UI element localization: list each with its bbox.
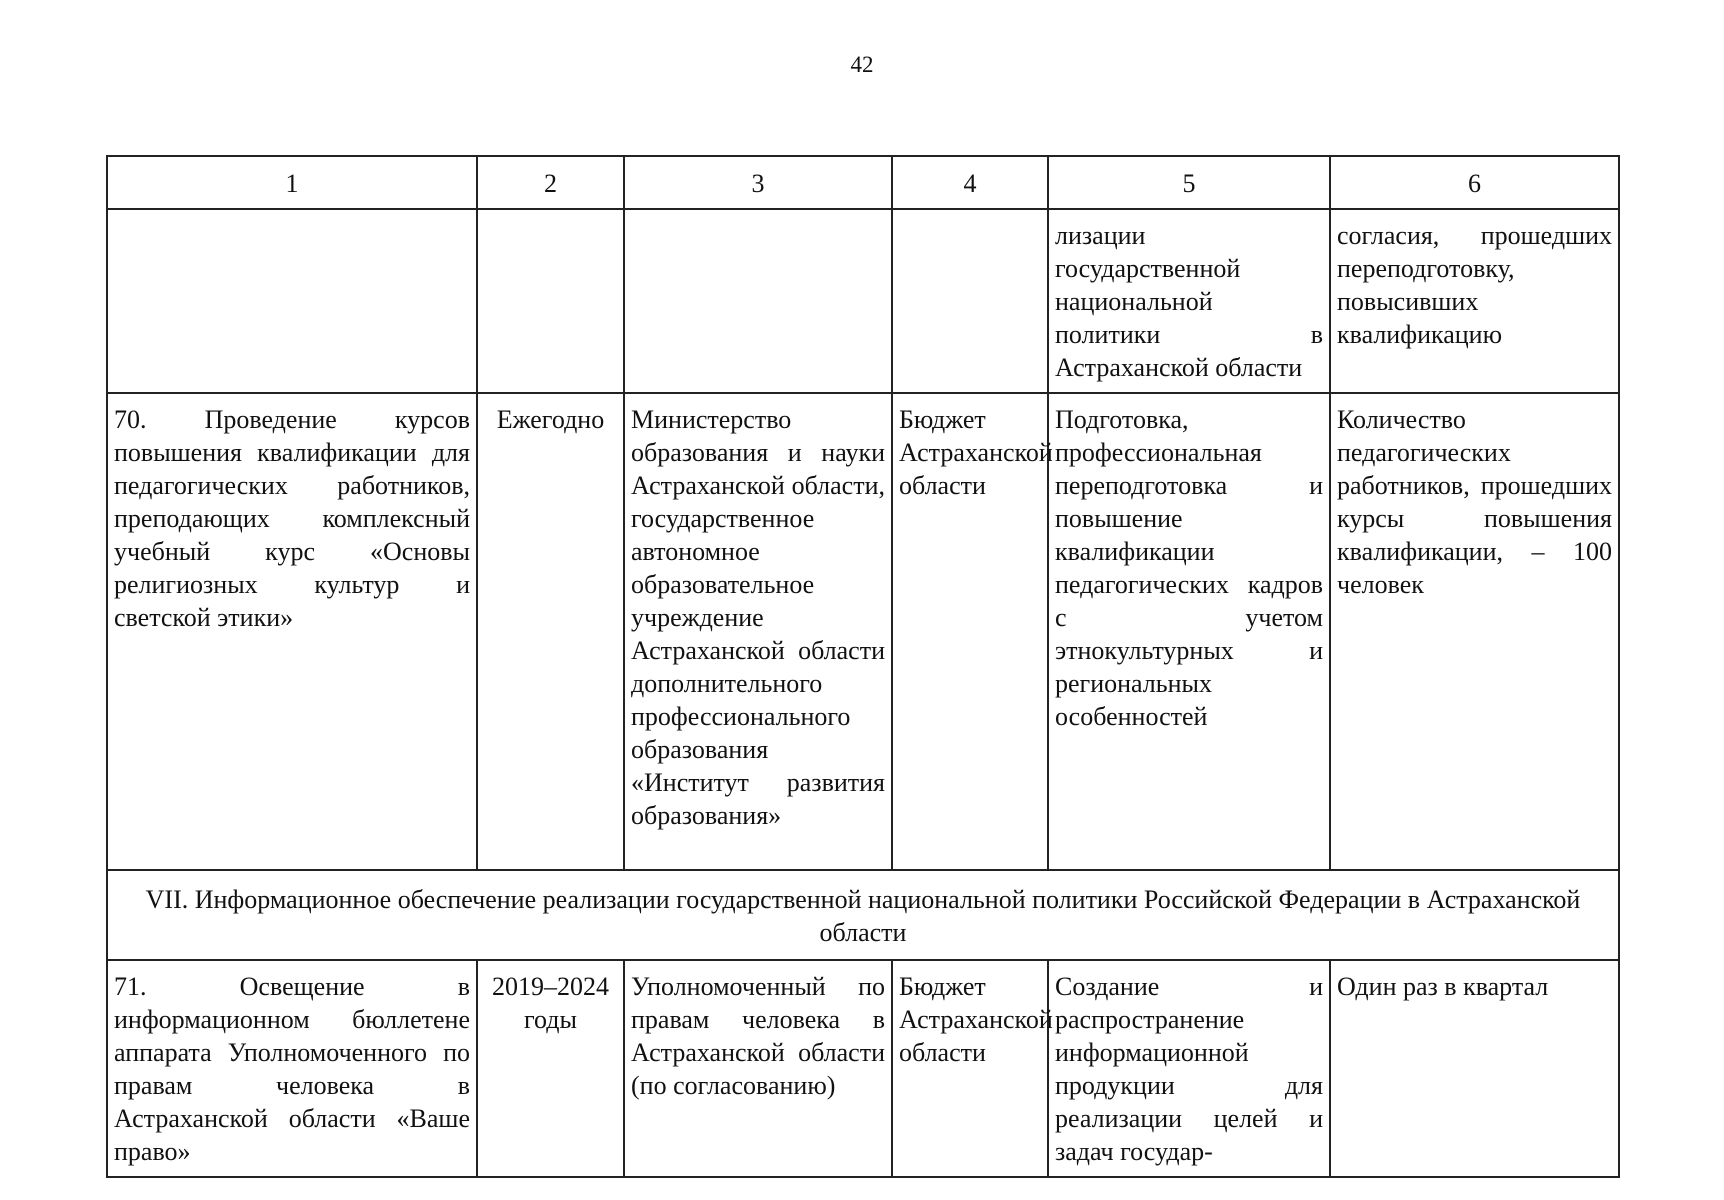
measures-table — [106, 155, 1620, 1178]
table-cell — [477, 209, 624, 393]
table-cell-deadline: Ежегодно — [477, 393, 624, 870]
table-cell-executor: Министерство образования и науки Астраханской области, государственное автономное образовательное учреждение Астраханской области дополнительного профессионального образования «Институт развития образования» — [624, 393, 892, 870]
table-cell — [107, 209, 477, 393]
section-heading-row — [107, 870, 1619, 960]
table-cell-funding: Бюджет Астраханской области — [892, 393, 1048, 870]
column-header: 4 — [892, 156, 1048, 209]
table-cell-indicator: Один раз в квартал — [1330, 960, 1619, 1177]
table-cell-result: Создание и распространение информационной продукции для реализации целей и задач государ- — [1048, 960, 1330, 1177]
column-header: 6 — [1330, 156, 1619, 209]
table-cell-deadline: 2019–2024 годы — [477, 960, 624, 1177]
table-row-continuation — [107, 209, 1619, 393]
column-header: 1 — [107, 156, 477, 209]
section-heading: VII. Информационное обеспечение реализации государственной национальной политики Российской Федерации в Астраханской области — [107, 870, 1619, 960]
table-cell-executor: Уполномоченный по правам человека в Астраханской области (по согласованию) — [624, 960, 892, 1177]
table-cell-indicator: Количество педагогических работников, прошедших курсы повышения квалификации, – 100 человек — [1330, 393, 1619, 870]
table-row-70 — [107, 393, 1619, 870]
table-cell-result: лизации государственной национальной политики в Астраханской области — [1048, 209, 1330, 393]
table-cell-measure: 71. Освещение в информационном бюллетене аппарата Уполномоченного по правам человека в Астраханской области «Ваше право» — [107, 960, 477, 1177]
table-cell-funding: Бюджет Астраханской области — [892, 960, 1048, 1177]
column-header: 5 — [1048, 156, 1330, 209]
page-number: 42 — [850, 52, 874, 77]
table-cell-result: Подготовка, профессиональная переподготовка и повышение квалификации педагогических кадров с учетом этнокультурных и региональных особенностей — [1048, 393, 1330, 870]
table-cell — [624, 209, 892, 393]
table-row-71 — [107, 960, 1619, 1177]
table-cell — [892, 209, 1048, 393]
table-header-row — [107, 156, 1619, 209]
column-header: 2 — [477, 156, 624, 209]
column-header: 3 — [624, 156, 892, 209]
table-cell-measure: 70. Проведение курсов повышения квалификации для педагогических работников, преподающих комплексный учебный курс «Основы религиозных культур и светской этики» — [107, 393, 477, 870]
table-cell-indicator: согласия, прошедших переподготовку, повысивших квалификацию — [1330, 209, 1619, 393]
